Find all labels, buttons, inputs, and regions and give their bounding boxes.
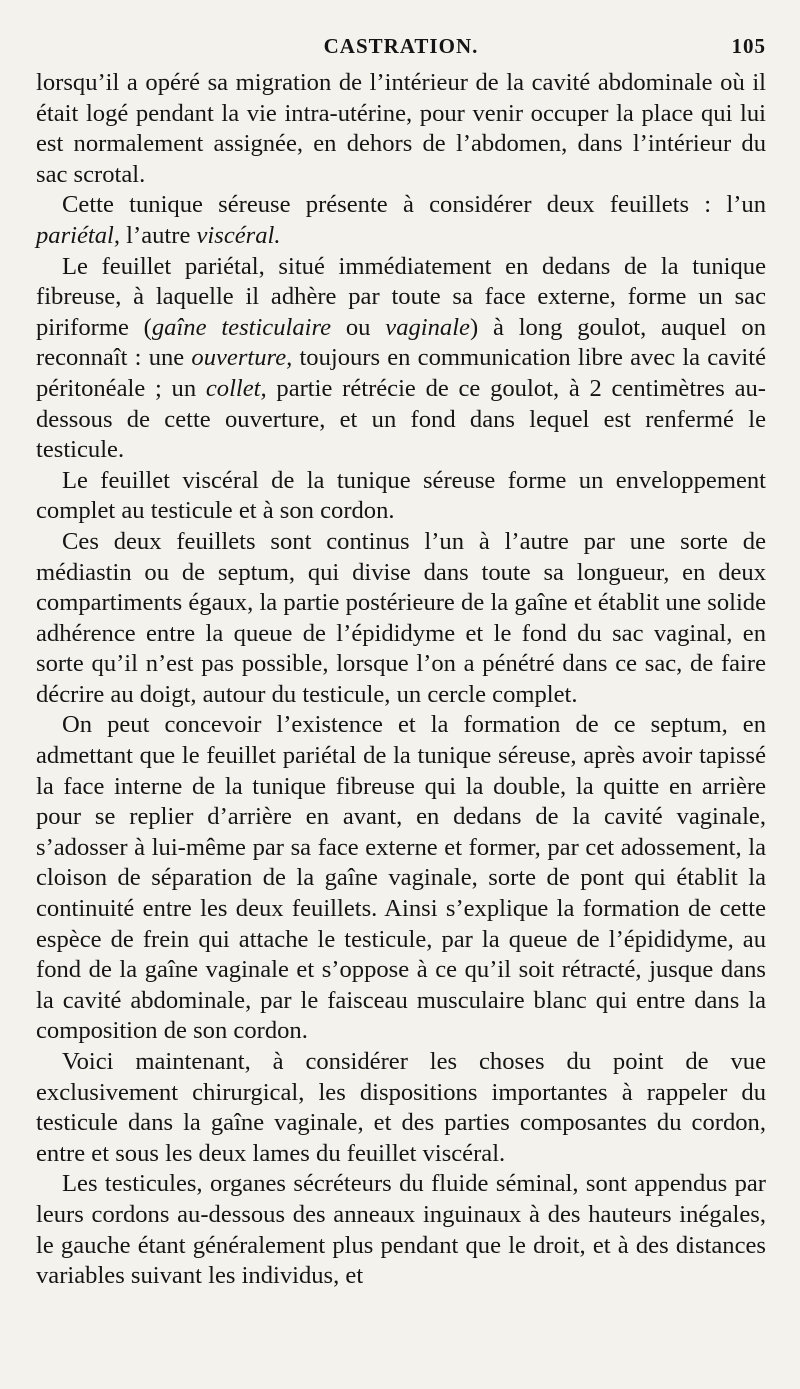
text-run: Le feuillet viscéral de la tunique séreuse forme un enveloppement complet au testicule et à son cordon.	[36, 466, 766, 525]
paragraph	[36, 1169, 766, 1291]
text-run: partie rétrécie de ce goulot, à 2 centimètres au-dessous de cette ouverture, et un fond dans lequel est renfermé le testicule.	[36, 374, 766, 464]
italic-term: gaîne testiculaire	[151, 313, 332, 341]
text-run: ) à long goulot, auquel on reconnaît : une	[36, 313, 766, 372]
text-run: Voici maintenant, à considérer les choses du point de vue exclusivement chirurgical, les dispositions importantes à rappeler du testicule dans la gaîne vaginale, et des parties composantes du cordon, entre et sous les deux lames du feuillet viscéral.	[36, 1048, 766, 1167]
text-run: l’autre	[120, 221, 197, 249]
italic-term: viscéral.	[196, 221, 281, 249]
italic-term: vaginale	[385, 313, 470, 341]
paragraph	[36, 190, 766, 251]
text-run: Ces deux feuillets sont continus l’un à l’autre par une sorte de médiastin ou de septum, qui divise dans toute sa longueur, en deux compartiments égaux, la partie postérieure de la gaîne et établit une solide adhérence entre la queue de l’épididyme et le fond du sac vaginal, en sorte qu’il n’est pas possible, lorsque l’on a pénétré dans ce sac, de faire décrire au doigt, autour du testicule, un cercle complet.	[36, 527, 766, 708]
paragraph	[36, 252, 766, 466]
page-header	[36, 28, 766, 68]
text-run: Le feuillet pariétal, situé immédiatement en dedans de la tunique fibreuse, à laquelle il adhère par toute sa face externe, forme un sac piriforme (	[36, 252, 766, 341]
text-run: Cette tunique séreuse présente à considérer deux feuillets : l’un	[62, 191, 766, 219]
italic-term: ouverture,	[191, 344, 293, 372]
text-run: Les testicules, organes sécréteurs du fluide séminal, sont appendus par leurs cordons au-dessous des anneaux inguinaux à des hauteurs inégales, le gauche étant généralement plus pendant que le droit, et à des distances variables suivant les individus, et	[36, 1170, 766, 1290]
text-run: lorsqu’il a opéré sa migration de l’intérieur de la cavité abdominale où il était logé pendant la vie intra-utérine, pour venir occuper la place qui lui est normalement assignée, en dehors de l’abdomen, dans l’intérieur du sac scrotal.	[36, 69, 766, 188]
paragraph	[36, 68, 766, 190]
running-title: CASTRATION.	[323, 34, 479, 58]
text-run: On peut concevoir l’existence et la formation de ce septum, en admettant que le feuillet pariétal de la tunique séreuse, après avoir tapissé la face interne de la tunique fibreuse qui la double, la quitte en arrière pour se replier d’arrière en avant, en dedans de la cavité vaginale, s’adosser à lui-même par sa face externe et former, par cet adossement, la cloison de séparation de la gaîne vaginale, sorte de pont qui établit la continuité entre les deux feuillets. Ainsi s’explique la formation de cette espèce de frein qui attache le testicule, par la queue de l’épididyme, au fond de la gaîne vaginale et s’oppose à ce qu’il soit rétracté, jusque dans la cavité abdominale, par le faisceau musculaire blanc qui entre dans la composition de son cordon.	[36, 711, 766, 1045]
italic-term: pariétal,	[36, 221, 121, 249]
italic-term: collet,	[205, 374, 267, 402]
paragraph	[36, 710, 766, 1047]
text-run: ou	[331, 313, 386, 341]
page-number: 105	[731, 34, 766, 58]
body-text	[36, 68, 766, 1292]
text-run: toujours en communication libre avec la cavité péritonéale ; un	[36, 344, 766, 402]
paragraph	[36, 1047, 766, 1169]
paragraph	[36, 466, 766, 527]
paragraph	[36, 527, 766, 711]
